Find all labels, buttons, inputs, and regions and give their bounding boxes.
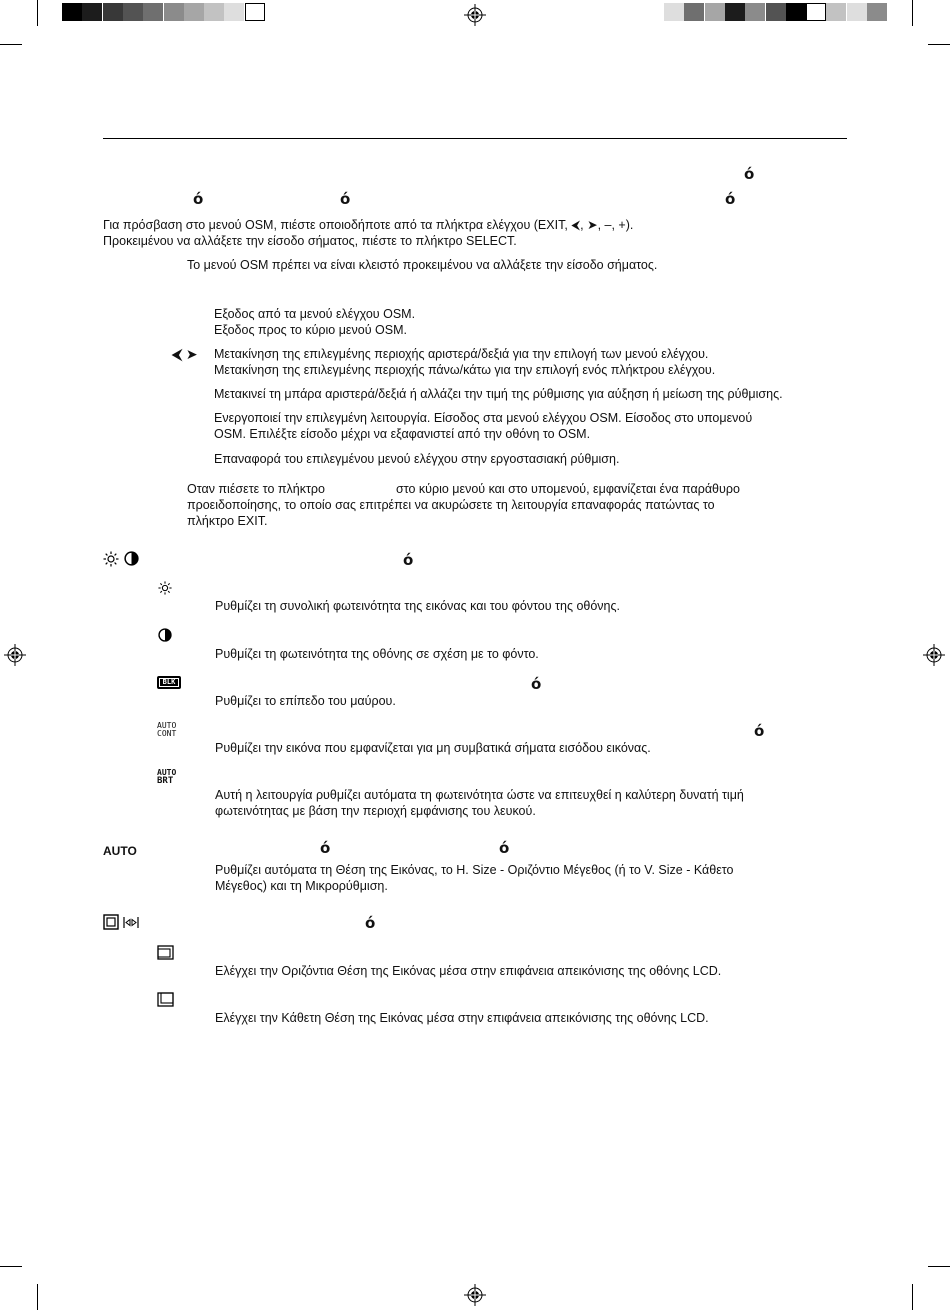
calibration-swatch xyxy=(847,3,867,21)
arrow-keys-desc: Μετακίνηση της επιλεγμένης περιοχής πάνω/κάτω για την επιλογή ενός πλήκτρου ελέγχου. xyxy=(214,363,716,377)
calibration-swatch xyxy=(224,3,244,21)
select-key-desc: OSM. Επιλέξτε είσοδο μέχρι να εξαφανιστεί από την οθόνη το OSM. xyxy=(214,427,591,441)
contrast-icon xyxy=(158,628,172,642)
calibration-swatch xyxy=(82,3,102,21)
heading-glyph: ό xyxy=(725,190,736,208)
intro-line: Προκειμένου να αλλάξετε την είσοδο σήματος, πιέστε το πλήκτρο SELECT. xyxy=(103,234,517,248)
reset-note: προειδοποίησης, το οποίο σας επιτρέπει να ακυρώσετε τη λειτουργία επαναφοράς πατώντας το xyxy=(187,498,715,512)
calibration-swatch xyxy=(245,3,265,21)
registration-mark-icon xyxy=(464,1284,486,1306)
registration-mark-icon xyxy=(923,644,945,666)
calibration-swatch xyxy=(103,3,123,21)
auto-brightness-icon-top: AUTO xyxy=(157,768,177,777)
auto-contrast-icon-bottom: CONT xyxy=(157,729,177,738)
v-position-desc: Ελέγχει την Κάθετη Θέση της Εικόνας μέσα στην επιφάνεια απεικόνισης της οθόνης LCD. xyxy=(215,1011,709,1025)
contrast-desc: Ρυθμίζει τη φωτεινότητα της οθόνης σε σχέση με το φόντο. xyxy=(215,647,539,661)
reset-note: πλήκτρο EXIT. xyxy=(187,514,268,528)
black-level-icon-label: BLK xyxy=(159,678,179,687)
heading-glyph: ό xyxy=(499,839,510,857)
sun-icon xyxy=(103,551,119,567)
arrow-keys-desc: Μετακίνηση της επιλεγμένης περιοχής αριστερά/δεξιά για την επιλογή των μενού ελέγχου. xyxy=(214,347,709,361)
auto-adjust-label: AUTO xyxy=(103,844,137,858)
black-level-icon xyxy=(157,676,181,689)
intro-note: Το μενού OSM πρέπει να είναι κλειστό προκειμένου να αλλάξετε την είσοδο σήματος. xyxy=(187,258,658,272)
sun-icon xyxy=(158,581,172,595)
auto-adjust-desc: Ρυθμίζει αυτόματα τη Θέση της Εικόνας, το H. Size - Οριζόντιο Μέγεθος (ή το V. Size - Κάθετο xyxy=(215,863,734,877)
auto-brightness-icon-bottom: BRT xyxy=(157,776,174,786)
heading-glyph: ό xyxy=(193,190,204,208)
size-adjust-icon xyxy=(123,915,139,930)
heading-glyph: ό xyxy=(340,190,351,208)
calibration-swatch xyxy=(143,3,163,21)
calibration-swatch xyxy=(826,3,846,21)
exit-key-desc: Εξοδος από τα μενού ελέγχου OSM. xyxy=(214,307,416,321)
reset-note: στο κύριο μενού και στο υπομενού, εμφανίζεται ένα παράθυρο xyxy=(396,482,740,496)
h-position-desc: Ελέγχει την Οριζόντια Θέση της Εικόνας μέσα στην επιφάνεια απεικόνισης της οθόνης LCD. xyxy=(215,964,722,978)
auto-adjust-desc: Μέγεθος) και τη Μικρορύθμιση. xyxy=(215,879,388,893)
calibration-swatch xyxy=(184,3,204,21)
intro-line: Για πρόσβαση στο μενού OSM, πιέστε οποιοδήποτε από τα πλήκτρα ελέγχου (EXIT, ⮜, ➤, –, +). xyxy=(103,218,634,232)
heading-glyph: ό xyxy=(754,722,765,740)
calibration-swatch xyxy=(664,3,684,21)
auto-contrast-icon xyxy=(157,722,176,738)
calibration-swatch xyxy=(164,3,184,21)
auto-brightness-icon xyxy=(157,769,176,786)
calibration-swatch xyxy=(705,3,725,21)
black-level-desc: Ρυθμίζει το επίπεδο του μαύρου. xyxy=(215,694,396,708)
select-key-desc: Ενεργοποιεί την επιλεγμένη λειτουργία. Είσοδος στα μενού ελέγχου OSM. Είσοδος στο υπομενού xyxy=(214,411,753,425)
exit-key-desc: Εξοδος προς το κύριο μενού OSM. xyxy=(214,323,407,337)
auto-brightness-desc: Αυτή η λειτουργία ρυθμίζει αυτόματα τη φωτεινότητα ώστε να επιτευχθεί η καλύτερη δυνατή τιμή xyxy=(215,788,744,802)
contrast-icon xyxy=(124,551,139,566)
calibration-swatch xyxy=(204,3,224,21)
calibration-swatch xyxy=(786,3,806,21)
reset-key-desc: Επαναφορά του επιλεγμένου μενού ελέγχου στην εργοστασιακή ρύθμιση. xyxy=(214,452,620,466)
auto-contrast-icon-top: AUTO xyxy=(157,721,177,730)
calibration-swatch xyxy=(806,3,826,21)
calibration-swatch xyxy=(62,3,82,21)
reset-note: Οταν πιέσετε το πλήκτρο xyxy=(187,482,325,496)
calibration-swatch xyxy=(766,3,786,21)
heading-glyph: ό xyxy=(365,914,376,932)
brightness-desc: Ρυθμίζει τη συνολική φωτεινότητα της εικόνας και του φόντου της οθόνης. xyxy=(215,599,620,613)
calibration-swatch xyxy=(684,3,704,21)
auto-brightness-desc: φωτεινότητας με βάση την περιοχή εμφάνισης του λευκού. xyxy=(215,804,536,818)
registration-mark-icon xyxy=(4,644,26,666)
calibration-swatch xyxy=(745,3,765,21)
calibration-swatch xyxy=(123,3,143,21)
calibration-swatch xyxy=(725,3,745,21)
heading-glyph: ό xyxy=(320,839,331,857)
heading-glyph: ό xyxy=(403,551,414,569)
auto-contrast-desc: Ρυθμίζει την εικόνα που εμφανίζεται για μη συμβατικά σήματα εισόδου εικόνας. xyxy=(215,741,651,755)
heading-glyph: ό xyxy=(531,675,542,693)
calibration-swatch xyxy=(867,3,887,21)
minus-plus-keys-desc: Μετακινεί τη μπάρα αριστερά/δεξιά ή αλλάζει την τιμή της ρύθμισης για αύξηση ή μείωση της ρύθμισης. xyxy=(214,387,783,401)
arrow-keys-icon: ⮜ ➤ xyxy=(172,346,198,362)
heading-glyph: ό xyxy=(744,165,755,183)
header-rule xyxy=(103,138,847,139)
position-icon xyxy=(103,914,119,930)
v-position-icon xyxy=(157,992,174,1007)
registration-mark-icon xyxy=(464,4,486,26)
h-position-icon xyxy=(157,945,174,960)
